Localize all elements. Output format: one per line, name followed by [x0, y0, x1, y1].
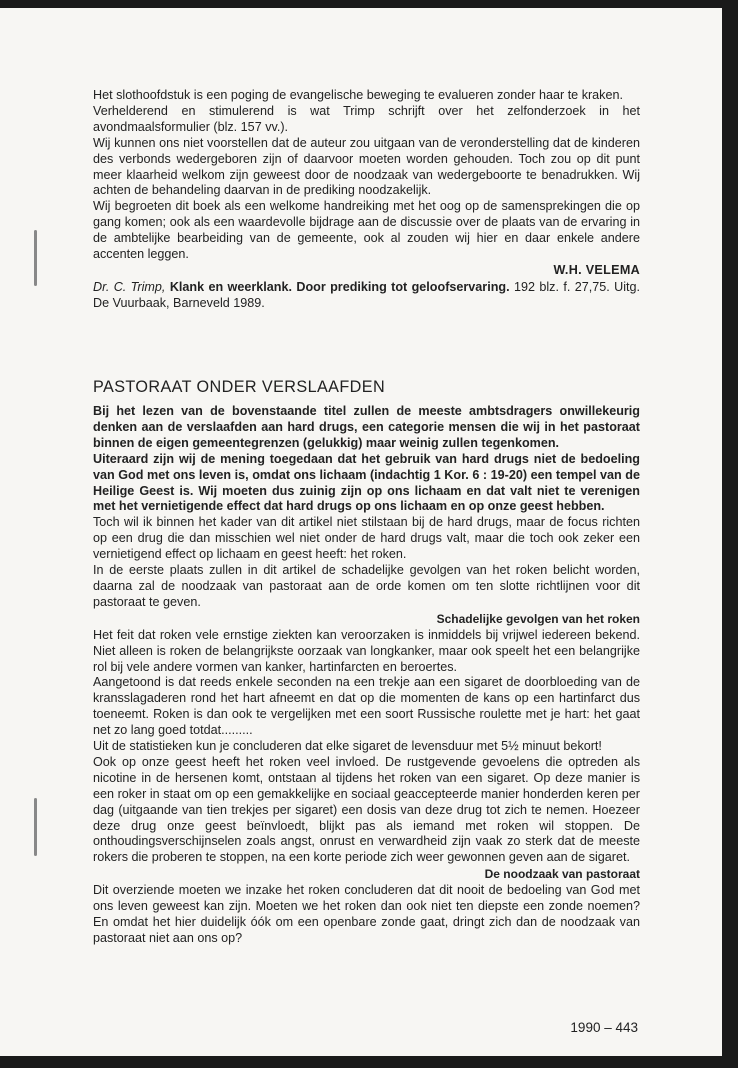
book-reference: [93, 280, 640, 312]
section-heading: Schadelijke gevolgen van het roken: [436, 611, 640, 626]
paragraph: Ook op onze geest heeft het roken veel invloed. De rustgevende gevoelens die optreden als nicotine in de hersenen komt, ontstaan al tijdens het roken van een sigaret. Op deze manier is een roker in staat om op een gemakkelijke en sociaal geaccepteerde manier honderden keren per dag (uitgaande van tien trekjes per sigaret) een dosis van deze drug tot zich te nemen. Hoezeer deze drug onze geest beïnvloedt, blijkt pas als iemand met roken wil stoppen. De onthoudingsverschijnselen zoals angst, onrust en verwardheid zijn vaak zo sterk dat de meeste rokers die proberen te stoppen, na een korte periode zich weer gewonnen geven aan de sigaret.: [93, 754, 640, 865]
paragraph: Uit de statistieken kun je concluderen dat elke sigaret de levensduur met 5½ minuut bekort!: [93, 739, 602, 754]
paragraph: Dit overziende moeten we inzake het roken concluderen dat dit nooit de bedoeling van God met ons leven geweest kan zijn. Moeten we het roken dan ook niet ten diepste een zonde noemen? En omdat het hier duidelijk óók om een openbare zonde gaat, dringt zich dan de noodzaak van pastoraat niet aan ons op?: [93, 883, 640, 945]
paragraph: Wij begroeten dit boek als een welkome handreiking met het oog op de samensprekingen die op gang komen; ook als een waardevolle bijdrage aan de discussie over de plaats van de ervaring in de ambtelijke bearbeiding van de gemeente, ook al zouden wij hier en daar enkele andere accenten leggen.: [93, 199, 640, 262]
paragraph: Het feit dat roken vele ernstige ziekten kan veroorzaken is inmiddels bij vrijwel iedereen bekend. Niet alleen is roken de belangrijkste oorzaak van longkanker, maar ook speelt het een belangrijke rol bij vele andere vormen van kanker, hartinfarcten en beroertes.: [93, 627, 640, 674]
article-title: PASTORAAT ONDER VERSLAAFDEN: [93, 378, 386, 396]
article-intro: [93, 404, 640, 515]
paragraph: Uiteraard zijn wij de mening toegedaan dat het gebruik van hard drugs niet de bedoeling van God met ons leven is, omdat ons lichaam (indachtig 1 Kor. 6 : 19-20) een tempel van de Heilige Geest is. Wij moeten dus zuinig zijn op ons lichaam en dat valt niet te verenigen met het vernietigende effect dat hard drugs op ons lichaam en op onze geest hebben.: [93, 451, 640, 514]
paragraph: Toch wil ik binnen het kader van dit artikel niet stilstaan bij de hard drugs, maar de focus richten op een drug die dan misschien wel niet onder de hard drugs valt, maar die toch ook zeker een vernietigend effect op lichaam en geest heeft: het roken.: [93, 515, 640, 562]
reference-publisher: Uitg. De Vuurbaak, Barneveld 1989.: [93, 279, 641, 310]
document-page: [0, 8, 722, 1056]
paragraph: Wij kunnen ons niet voorstellen dat de auteur zou uitgaan van de veronderstelling dat de kinderen des verbonds wedergeboren zijn of daarvoor moeten worden gehouden. Toch zou op dit punt meer klaarheid welkom zijn geweest door de noodzaak van wedergeboorte te benadrukken. Wij achten de behandeling daarvan in de prediking noodzakelijk.: [93, 135, 640, 198]
paragraph: Het slothoofdstuk is een poging de evangelische beweging te evalueren zonder haar te kraken.: [93, 88, 623, 102]
margin-mark: [34, 798, 37, 856]
reference-author: Dr. C. Trimp,: [93, 279, 166, 294]
paragraph: In de eerste plaats zullen in dit artikel de schadelijke gevolgen van het roken belicht worden, daarna zal de noodzaak van pastoraat aan de orde komen om ten slotte richtlijnen voor dit pastoraat te geven.: [93, 563, 640, 609]
paragraph: Bij het lezen van de bovenstaande titel zullen de meeste ambtsdragers onwillekeurig denken aan de verslaafden aan hard drugs, een categorie mensen die wij in het pastoraat binnen de eigen gemeentegrenzen (gelukkig) maar weinig zullen tegenkomen.: [93, 404, 640, 450]
margin-mark: [34, 230, 37, 286]
page-number: 1990 – 443: [570, 1020, 638, 1035]
review-section: [93, 88, 640, 312]
paragraph: Verhelderend en stimulerend is wat Trimp schrijft over het zelfonderzoek in het avondmaalsformulier (blz. 157 vv.).: [93, 103, 640, 134]
reference-title: Klank en weerklank. Door prediking tot geloofservaring.: [169, 279, 510, 294]
article-body: [93, 404, 640, 947]
review-signature: W.H. VELEMA: [553, 262, 640, 277]
reference-details: 192 blz. f. 27,75.: [513, 279, 610, 294]
section-heading: De noodzaak van pastoraat: [484, 867, 640, 882]
paragraph: Aangetoond is dat reeds enkele seconden na een trekje aan een sigaret de doorbloeding van de kransslagaderen rond het hart afneemt en dat op die momenten de kans op een hartinfarct dus toeneemt. Roken is dan ook te vergelijken met een soort Russische roulette met je hart: het gaat net zo lang goed totdat.........: [93, 675, 640, 738]
